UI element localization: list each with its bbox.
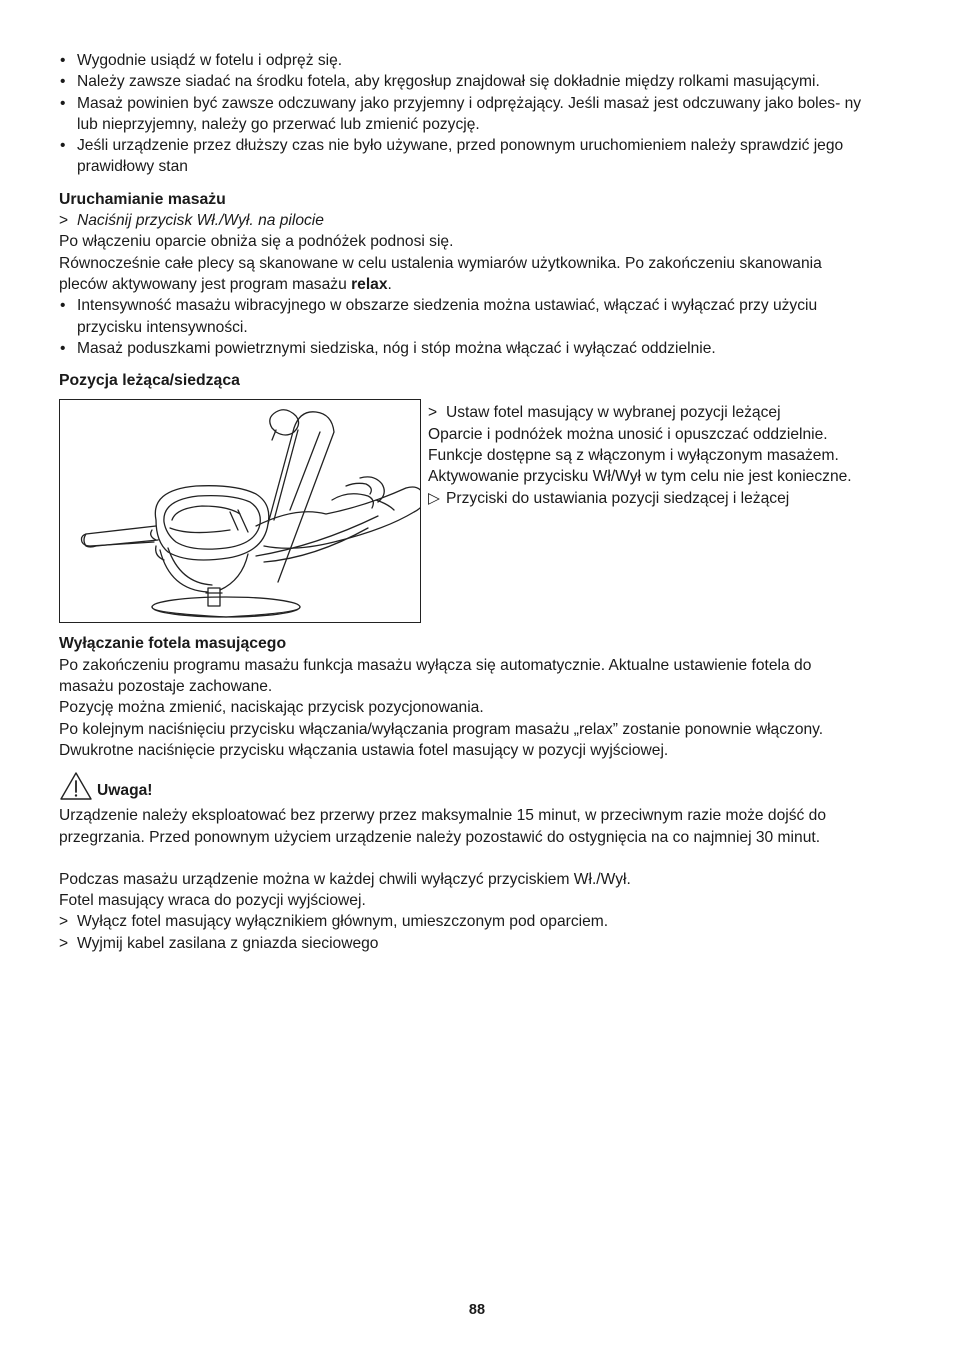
instruction-step xyxy=(428,402,858,423)
step-marker: > xyxy=(428,404,438,422)
paragraph: Dwukrotne naciśnięcie przycisku włączania ustawia fotel masujący w pozycji wyjściowej. xyxy=(59,741,669,759)
warning-triangle-icon xyxy=(59,771,93,801)
paragraph-text: . xyxy=(387,275,392,293)
step-text: Wyłącz fotel masujący wyłącznikiem głównym, umieszczonym pod oparciem. xyxy=(77,913,609,931)
step-text: Naciśnij przycisk Wł./Wył. na pilocie xyxy=(77,212,324,230)
paragraph: Po zakończeniu programu masażu funkcja masażu wyłącza się automatycznie. Aktualne ustawienie fotela do masażu pozostaje zachowane. xyxy=(59,656,812,696)
reference-marker-icon: ▷ xyxy=(428,489,440,507)
list-item: • Masaż poduszkami powietrznymi siedziska, nóg i stóp można włączać i wyłączać oddzielnie. xyxy=(59,338,869,359)
list-item: • Wygodnie usiądź w fotelu i odpręż się. xyxy=(59,50,869,71)
figure-caption-text xyxy=(428,402,858,623)
list-item: • Należy zawsze siadać na środku fotela, aby kręgosłup znajdował się dokładnie między rolkami masującymi. xyxy=(59,71,869,92)
paragraph: Fotel masujący wraca do pozycji wyjściowej. xyxy=(59,892,366,910)
paragraph: Oparcie i podnóżek można unosić i opuszczać oddzielnie. xyxy=(428,425,828,443)
paragraph: Aktywowanie przycisku Wł/Wył w tym celu nie jest konieczne. xyxy=(428,468,852,486)
document-page xyxy=(59,50,869,954)
figure-row xyxy=(59,399,869,623)
step-marker: > xyxy=(59,212,69,230)
paragraph: Pozycję można zmienić, naciskając przycisk pozycjonowania. xyxy=(59,699,484,717)
warning-header xyxy=(59,771,869,801)
step-text: Ustaw fotel masujący w wybranej pozycji leżącej xyxy=(446,404,781,422)
paragraph: Funkcje dostępne są z włączonym i wyłączonym masażem. xyxy=(428,447,839,465)
section-heading-position: Pozycja leżąca/siedząca xyxy=(59,372,240,390)
paragraph-text: Równocześnie całe plecy są skanowane w celu ustalenia wymiarów użytkownika. Po zakończeniu skanowania pleców aktywowany jest program masażu xyxy=(59,254,822,293)
intro-bullet-list xyxy=(59,50,869,178)
instruction-step xyxy=(59,911,869,932)
page-number: 88 xyxy=(468,1302,486,1318)
instruction-step xyxy=(59,933,869,954)
instruction-step xyxy=(59,210,869,231)
reference-text: Przyciski do ustawiania pozycji siedzącej i leżącej xyxy=(446,489,790,507)
step-text: Wyjmij kabel zasilana z gniazda sieciowego xyxy=(77,934,379,952)
list-item: • Masaż powinien być zawsze odczuwany jako przyjemny i odprężający. Jeśli masaż jest odczuwany jako boles- ny lub nieprzyjemny, należy go przerwać lub zmienić pozycję. xyxy=(59,93,869,136)
paragraph: Podczas masażu urządzenie można w każdej chwili wyłączyć przyciskiem Wł./Wył. xyxy=(59,870,631,888)
start-bullet-list xyxy=(59,295,869,359)
list-item: • Jeśli urządzenie przez dłuższy czas nie było używane, przed ponownym uruchomieniem należy sprawdzić jego prawidłowy stan xyxy=(59,135,869,178)
program-name: relax xyxy=(351,275,388,293)
reference-step xyxy=(428,488,858,509)
list-item: • Intensywność masażu wibracyjnego w obszarze siedzenia można ustawiać, włączać i wyłączać przy użyciu przycisku intensywności. xyxy=(59,295,869,338)
warning-text: Urządzenie należy eksploatować bez przerwy przez maksymalnie 15 minut, w przeciwnym razie może dojść do przegrzania. Przed ponownym użyciem urządzenie należy pozostawić do ostygnięcia na co najmniej 30 minut. xyxy=(59,807,827,846)
chair-illustration-frame xyxy=(59,399,421,623)
massage-chair-reclined-illustration xyxy=(60,400,420,622)
paragraph: Po kolejnym naciśnięciu przycisku włączania/wyłączania program masażu „relax” zostanie ponownie włączony. xyxy=(59,720,824,738)
warning-title: Uwaga! xyxy=(97,781,153,799)
step-marker: > xyxy=(59,934,69,952)
section-heading-off: Wyłączanie fotela masującego xyxy=(59,635,287,653)
section-heading-start: Uruchamianie masażu xyxy=(59,190,226,208)
paragraph: Po włączeniu oparcie obniża się a podnóżek podnosi się. xyxy=(59,233,454,251)
paragraph xyxy=(59,253,869,296)
step-marker: > xyxy=(59,913,69,931)
